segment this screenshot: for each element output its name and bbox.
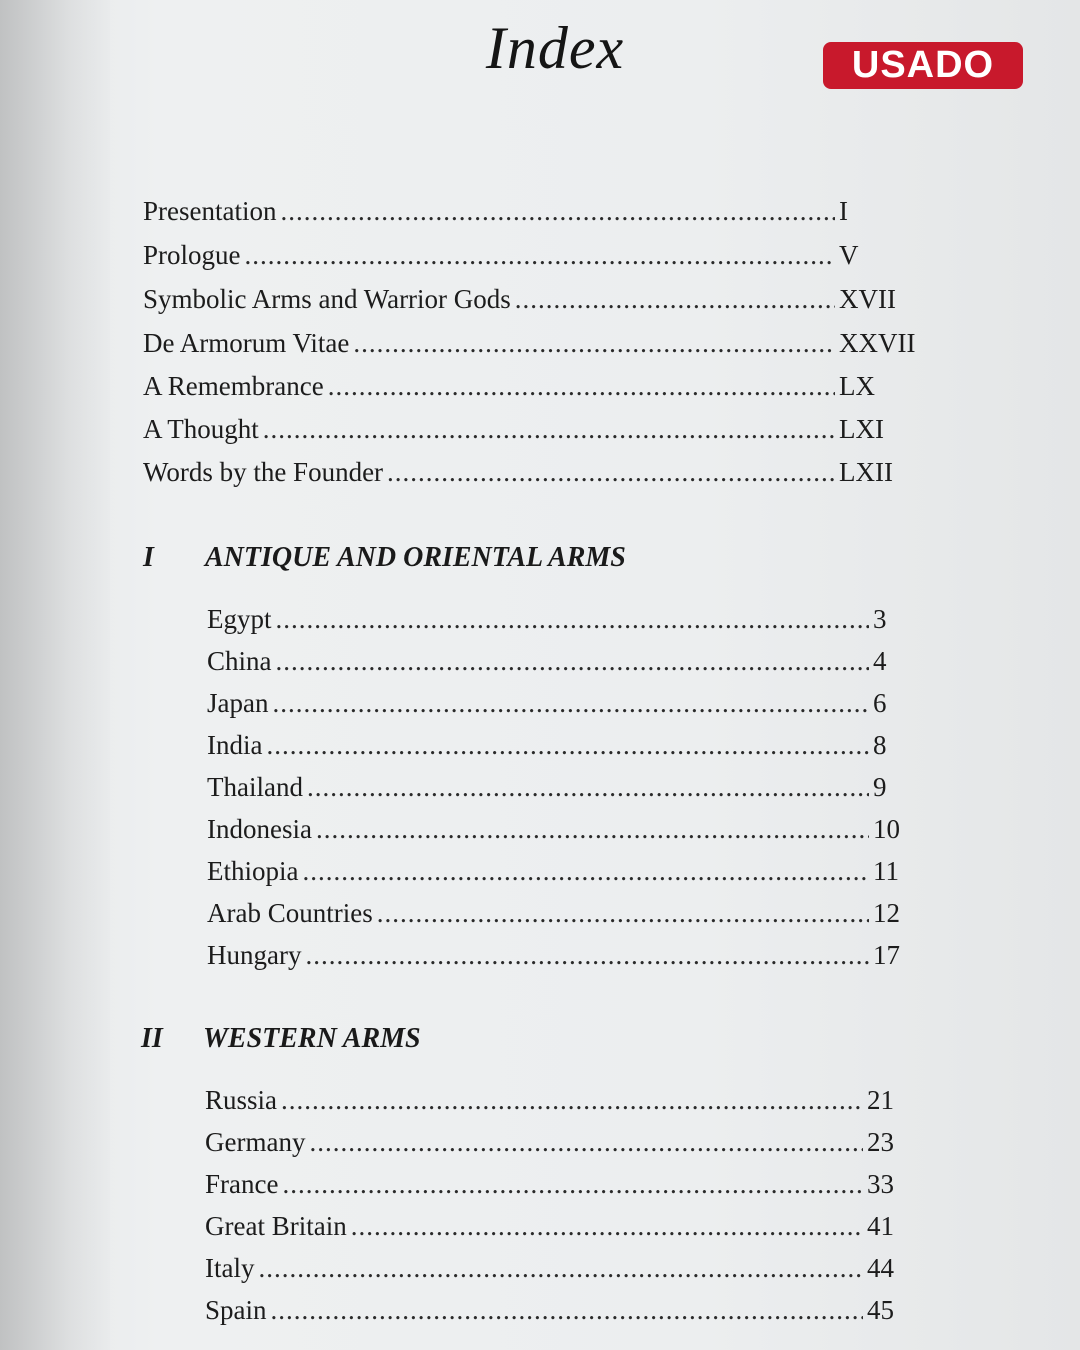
book-gutter-shadow xyxy=(0,0,110,1350)
leader-dots xyxy=(302,856,869,887)
index-entry[interactable] xyxy=(205,1085,931,1125)
leader-dots xyxy=(263,414,835,445)
entry-label: Arab Countries xyxy=(207,898,373,928)
index-entry[interactable] xyxy=(207,604,931,644)
leader-dots xyxy=(328,371,835,402)
index-entry[interactable] xyxy=(207,856,931,896)
leader-dots xyxy=(276,646,870,677)
index-entry[interactable] xyxy=(207,940,931,980)
entry-page: LXII xyxy=(839,457,893,487)
index-entry[interactable] xyxy=(207,688,931,728)
entry-page: 17 xyxy=(873,940,900,970)
entry-page: 12 xyxy=(873,898,900,928)
section-numeral: I xyxy=(143,542,154,573)
leader-dots xyxy=(387,457,835,488)
entry-label: A Remembrance xyxy=(143,371,324,401)
entry-label: Hungary xyxy=(207,940,302,970)
entry-page: 3 xyxy=(873,604,887,634)
entry-page: 4 xyxy=(873,646,887,676)
entry-label: China xyxy=(207,646,272,676)
index-entry[interactable] xyxy=(143,240,919,280)
index-entry[interactable] xyxy=(207,898,931,938)
entry-label: Great Britain xyxy=(205,1211,347,1241)
leader-dots xyxy=(276,604,870,635)
entry-page: LXI xyxy=(839,414,884,444)
entry-label: Presentation xyxy=(143,196,277,226)
section-title: WESTERN ARMS xyxy=(203,1023,421,1054)
section-title: ANTIQUE AND ORIENTAL ARMS xyxy=(205,542,626,573)
entry-page: 11 xyxy=(873,856,899,886)
index-entry[interactable] xyxy=(205,1253,931,1293)
leader-dots xyxy=(309,1127,863,1158)
entry-page: V xyxy=(839,240,859,270)
leader-dots xyxy=(515,284,835,315)
entry-label: Prologue xyxy=(143,240,241,270)
entry-label: Russia xyxy=(205,1085,278,1115)
index-entry[interactable] xyxy=(205,1127,931,1167)
section-heading xyxy=(141,1023,421,1055)
leader-dots xyxy=(353,328,835,359)
entry-label: Thailand xyxy=(207,772,303,802)
index-entry[interactable] xyxy=(207,772,931,812)
section-numeral: II xyxy=(141,1023,163,1054)
entry-label: Italy xyxy=(205,1253,255,1283)
index-entry[interactable] xyxy=(205,1169,931,1209)
entry-page: 6 xyxy=(873,688,887,718)
entry-page: 45 xyxy=(867,1295,894,1325)
section-heading xyxy=(143,542,626,574)
entry-page: 33 xyxy=(867,1169,894,1199)
entry-page: 44 xyxy=(867,1253,894,1283)
leader-dots xyxy=(266,730,869,761)
entry-page: XXVII xyxy=(839,328,916,358)
leader-dots xyxy=(307,772,869,803)
index-entry[interactable] xyxy=(205,1211,931,1251)
entry-label: France xyxy=(205,1169,279,1199)
leader-dots xyxy=(272,688,869,719)
entry-label: Spain xyxy=(205,1295,267,1325)
used-badge: USADO xyxy=(823,42,1023,89)
leader-dots xyxy=(316,814,869,845)
index-entry[interactable] xyxy=(207,730,931,770)
entry-page: 23 xyxy=(867,1127,894,1157)
page-title: Index xyxy=(485,15,625,81)
entry-page: XVII xyxy=(839,284,896,314)
entry-page: 8 xyxy=(873,730,887,760)
leader-dots xyxy=(271,1295,863,1326)
index-entry[interactable] xyxy=(143,457,919,497)
leader-dots xyxy=(351,1211,863,1242)
index-entry[interactable] xyxy=(205,1295,931,1335)
entry-label: Indonesia xyxy=(207,814,312,844)
entry-label: Words by the Founder xyxy=(143,457,384,487)
leader-dots xyxy=(245,240,836,271)
leader-dots xyxy=(377,898,869,929)
entry-label: A Thought xyxy=(143,414,259,444)
leader-dots xyxy=(280,196,835,227)
index-entry[interactable] xyxy=(143,371,919,411)
leader-dots xyxy=(282,1169,863,1200)
entry-label: India xyxy=(207,730,263,760)
index-entry[interactable] xyxy=(143,196,919,236)
entry-label: Japan xyxy=(207,688,269,718)
entry-page: 41 xyxy=(867,1211,894,1241)
entry-page: 10 xyxy=(873,814,900,844)
index-entry[interactable] xyxy=(143,414,919,454)
leader-dots xyxy=(281,1085,863,1116)
entry-page: 21 xyxy=(867,1085,894,1115)
index-entry[interactable] xyxy=(143,284,919,324)
entry-label: Egypt xyxy=(207,604,272,634)
leader-dots xyxy=(258,1253,863,1284)
index-entry[interactable] xyxy=(143,328,919,368)
entry-page: 9 xyxy=(873,772,887,802)
index-entry[interactable] xyxy=(207,646,931,686)
index-entry[interactable] xyxy=(207,814,931,854)
entry-page: I xyxy=(839,196,848,226)
entry-page: LX xyxy=(839,371,875,401)
entry-label: De Armorum Vitae xyxy=(143,328,350,358)
entry-label: Symbolic Arms and Warrior Gods xyxy=(143,284,511,314)
entry-label: Ethiopia xyxy=(207,856,299,886)
entry-label: Germany xyxy=(205,1127,306,1157)
leader-dots xyxy=(305,940,869,971)
